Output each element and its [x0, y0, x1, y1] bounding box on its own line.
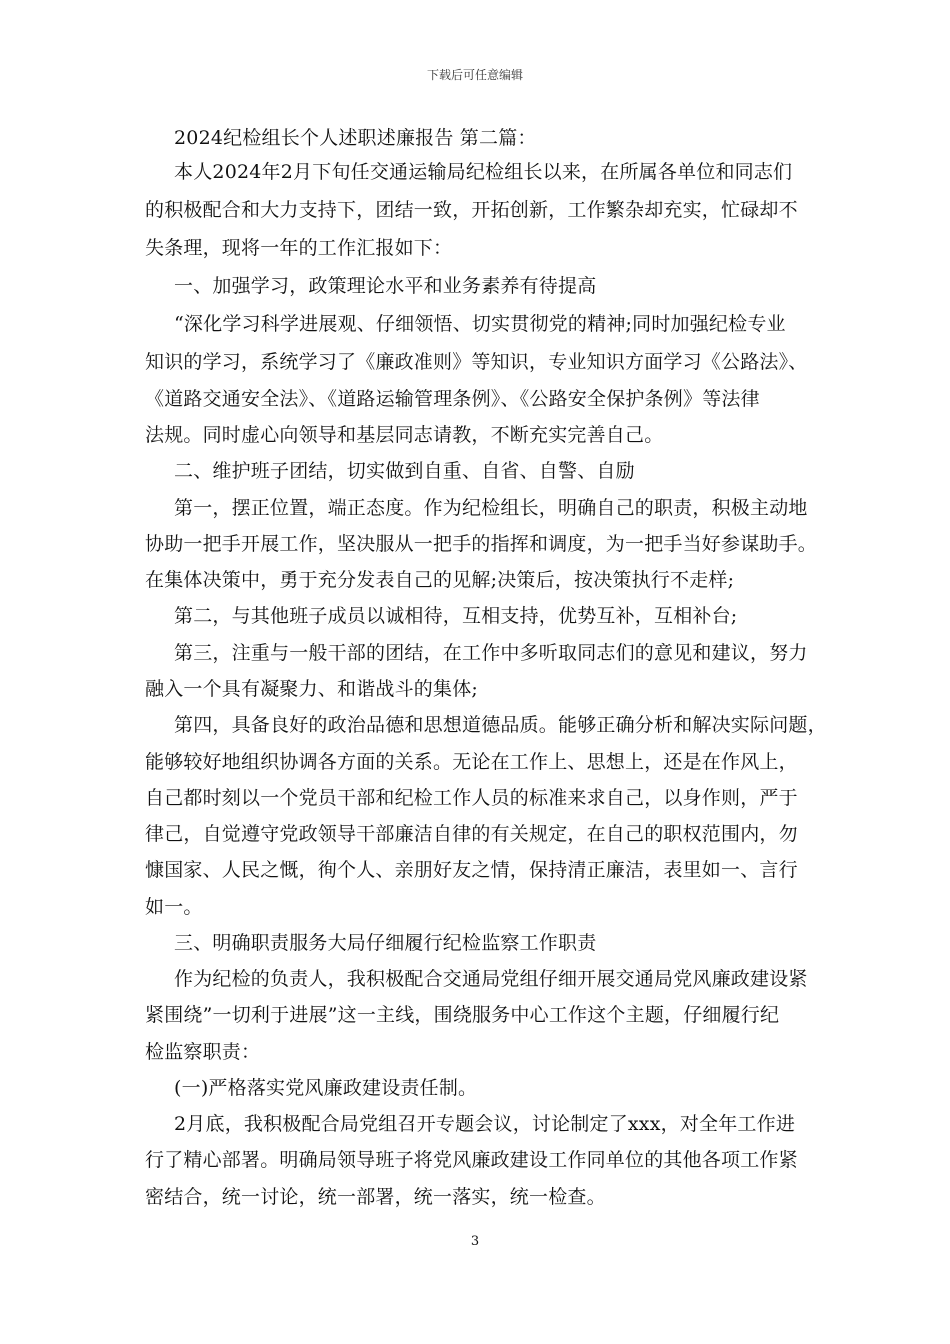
section-heading: 三、明确职责服务大局仔细履行纪检监察工作职责: [174, 932, 597, 954]
paragraph-line: 能够较好地组织协调各方面的关系。无论在工作上、思想上，还是在作风上，: [145, 751, 798, 773]
paragraph-line: 融入一个具有凝聚力、和谐战斗的集体;: [145, 678, 479, 700]
paragraph-line: 行了精心部署。明确局领导班子将党风廉政建设工作同单位的其他各项工作紧: [145, 1149, 798, 1171]
paragraph-line: 第一，摆正位置，端正态度。作为纪检组长，明确自己的职责，积极主动地: [174, 497, 808, 519]
paragraph-line: 2月底，我积极配合局党组召开专题会议，讨论制定了xxx，对全年工作进: [174, 1113, 796, 1135]
paragraph-line: “深化学习科学进展观、仔细领悟、切实贯彻党的精神;同时加强纪检专业: [174, 313, 786, 335]
paragraph-line: 失条理，现将一年的工作汇报如下：: [145, 237, 453, 259]
paragraph-line: 在集体决策中，勇于充分发表自己的见解;决策后，按决策执行不走样;: [145, 569, 735, 591]
paragraph-line: 第三，注重与一般干部的团结，在工作中多听取同志们的意见和建议，努力: [174, 642, 808, 664]
paragraph-line: 本人2024年2月下旬任交通运输局纪检组长以来，在所属各单位和同志们: [174, 161, 793, 183]
paragraph-line: 慷国家、人民之慨，徇个人、亲朋好友之情，保持清正廉洁，表里如一、言行: [145, 859, 798, 881]
paragraph-line: 第二，与其他班子成员以诚相待，互相支持，优势互补，互相补台;: [174, 605, 738, 627]
paragraph-line: 知识的学习，系统学习了《廉政准则》等知识，专业知识方面学习《公路法》、: [145, 351, 808, 373]
paragraph-line: 自己都时刻以一个党员干部和纪检工作人员的标准来求自己，以身作则，严于: [145, 787, 798, 809]
paragraph-line: 紧围绕”一切利于进展”这一主线，围绕服务中心工作这个主题，仔细履行纪: [145, 1004, 780, 1026]
paragraph-line: 的积极配合和大力支持下，团结一致，开拓创新，工作繁杂却充实，忙碌却不: [145, 199, 798, 221]
paragraph-line: 第四，具备良好的政治品德和思想道德品质。能够正确分析和解决实际问题，: [174, 714, 827, 736]
paragraph-line: 如一。: [145, 896, 203, 918]
section-heading: 一、加强学习，政策理论水平和业务素养有待提高: [174, 275, 597, 297]
paragraph-line: 律己，自觉遵守党政领导干部廉洁自律的有关规定，在自己的职权范围内，勿: [145, 823, 798, 845]
paragraph-line: 作为纪检的负责人，我积极配合交通局党组仔细开展交通局党风廉政建设紧: [174, 968, 808, 990]
paragraph-line: 检监察职责：: [145, 1041, 261, 1063]
paragraph-line: 密结合，统一讨论，统一部署，统一落实，统一检查。: [145, 1186, 606, 1208]
page-number: 3: [470, 1234, 480, 1249]
paragraph-line: 协助一把手开展工作，坚决服从一把手的指挥和调度，为一把手当好参谋助手。: [145, 533, 818, 555]
paragraph-line: 《道路交通安全法》、《道路运输管理条例》、《公路安全保护条例》等法律: [145, 388, 760, 410]
paragraph-line: 法规。同时虚心向领导和基层同志请教，不断充实完善自己。: [145, 424, 664, 446]
section-heading: 二、维护班子团结，切实做到自重、自省、自警、自励: [174, 460, 635, 482]
subsection-heading: (一)严格落实党风廉政建设责任制。: [174, 1077, 478, 1099]
document-title: 2024纪检组长个人述职述廉报告 第二篇：: [174, 127, 537, 149]
page-header: 下载后可任意编辑: [426, 68, 523, 82]
